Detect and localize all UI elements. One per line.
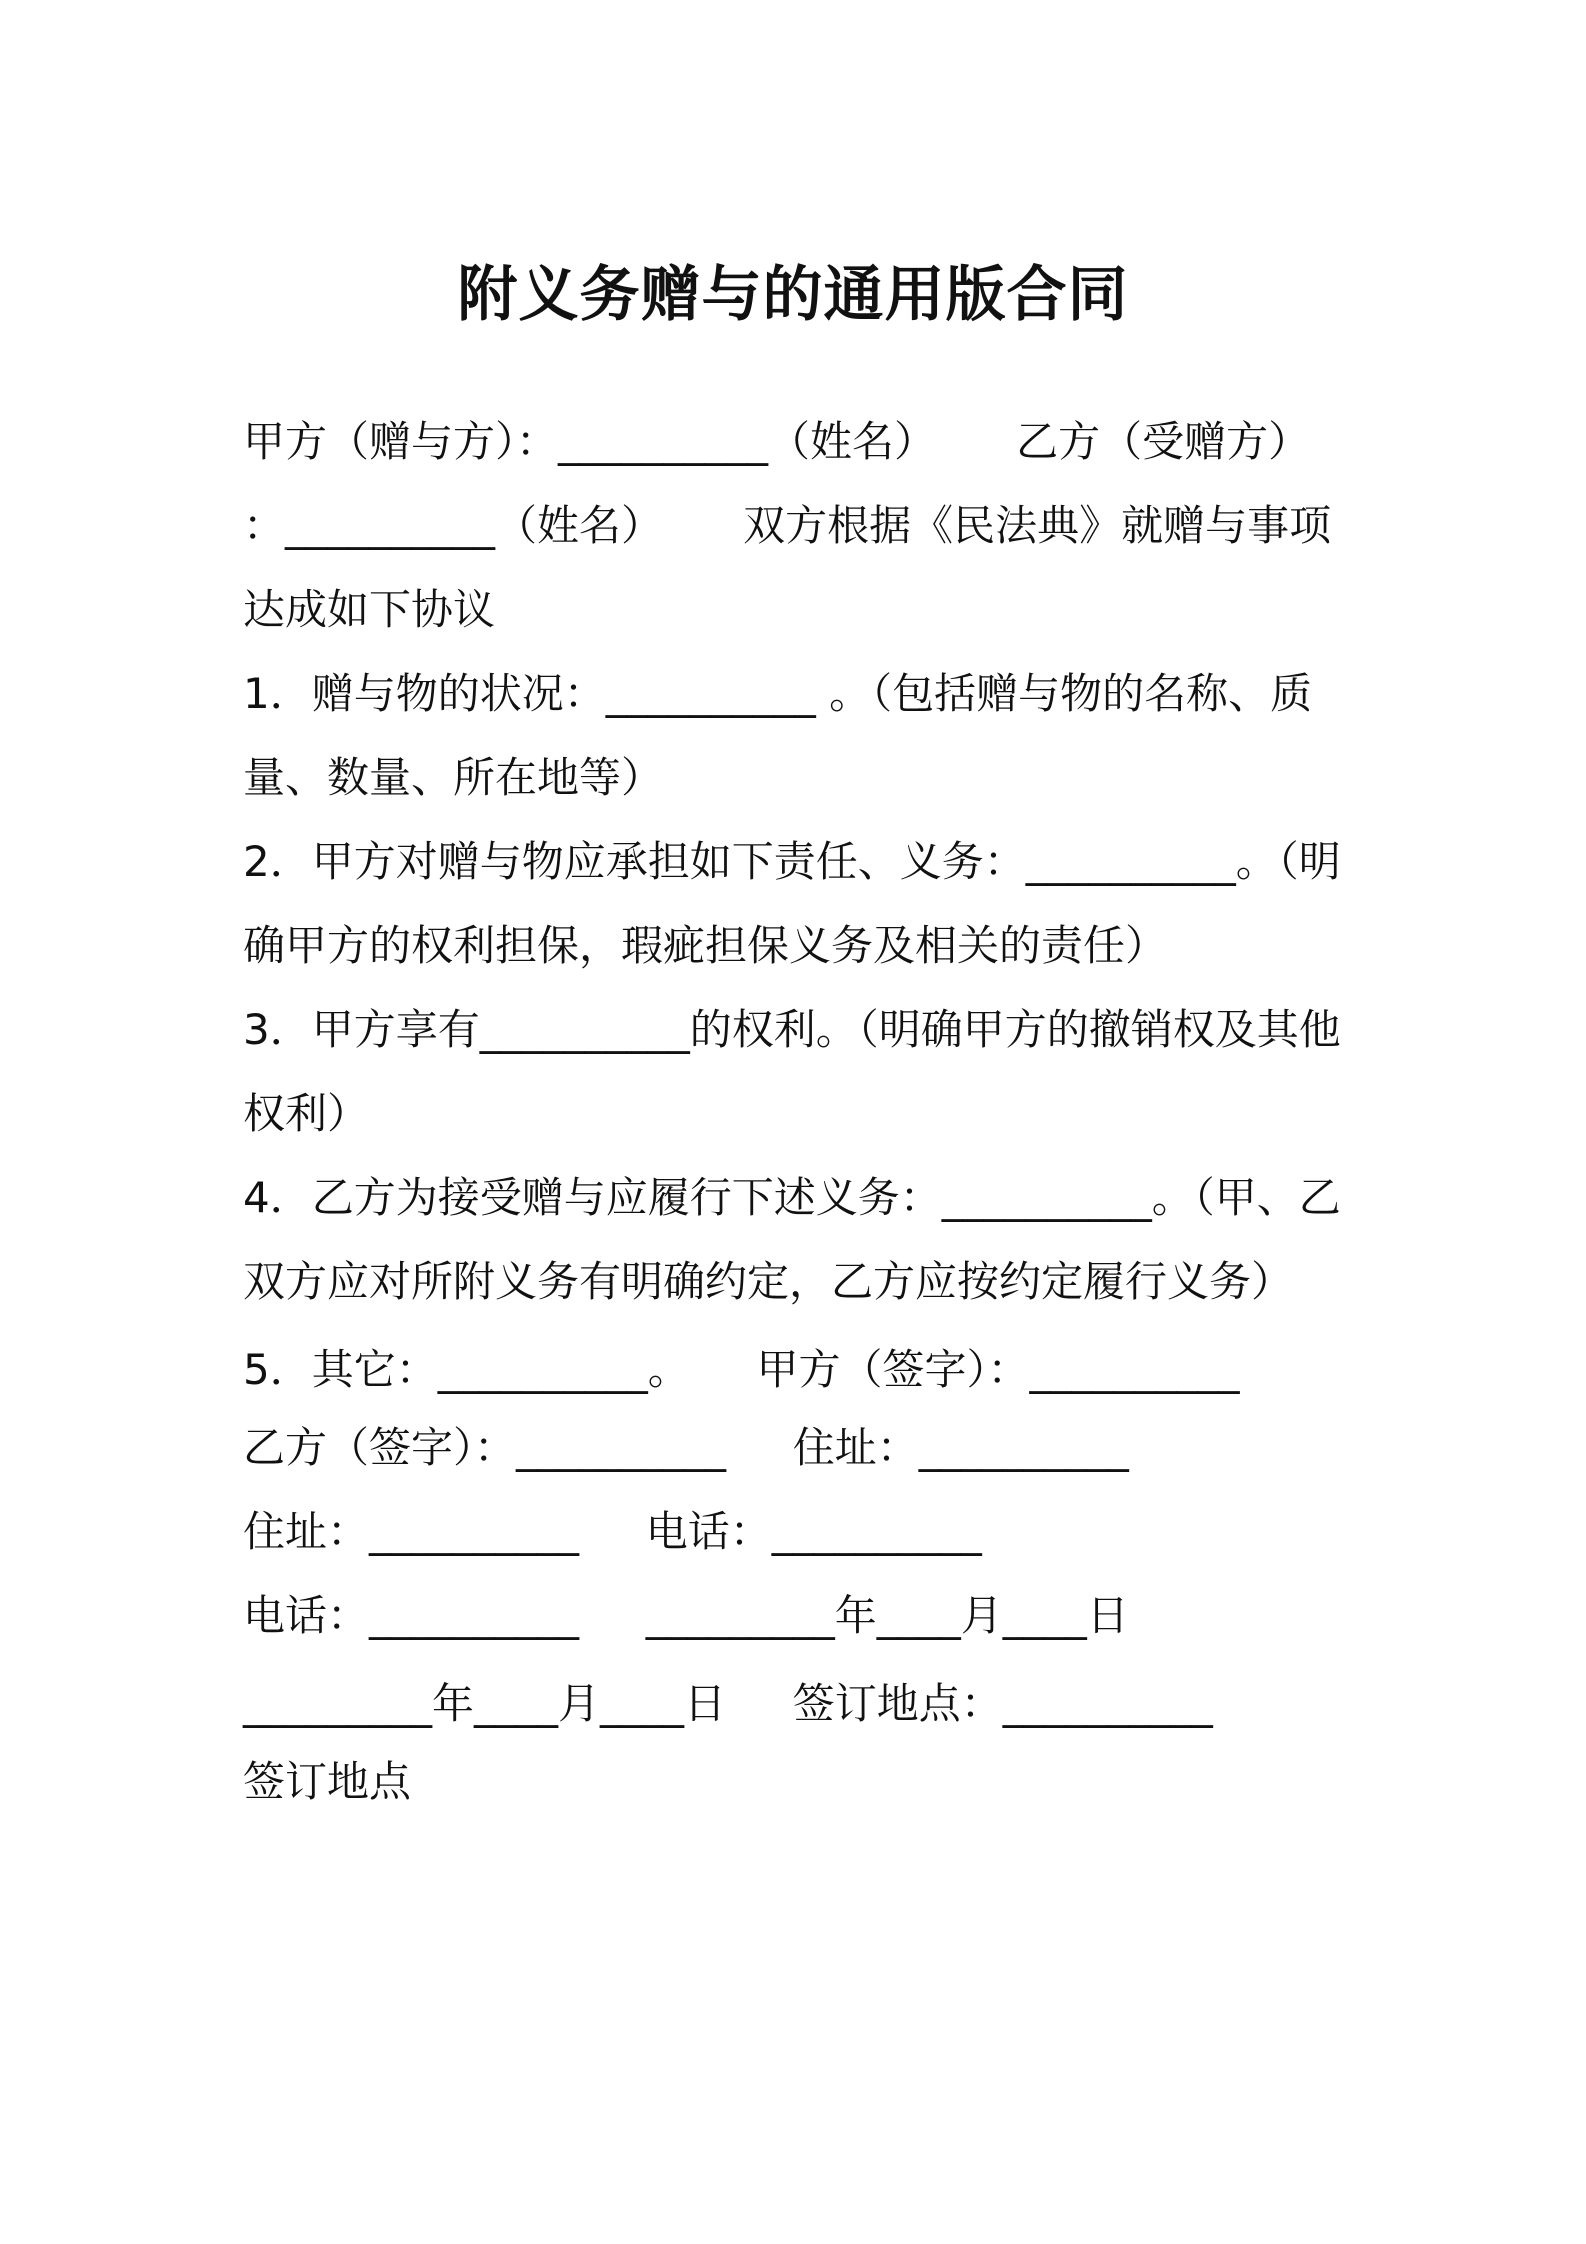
clause-5-line: 5．其它：__________。 甲方（签字）：__________ xyxy=(243,1345,1240,1394)
document-title: 附义务赠与的通用版合同 xyxy=(457,260,1129,330)
party-b-line: ：__________（姓名） 双方根据《民法典》就赠与事项 xyxy=(243,501,1332,550)
signature-line-2: 住址：__________ 电话：__________ xyxy=(243,1507,982,1556)
clause-1-line-2: 量、数量、所在地等） xyxy=(243,753,664,802)
clause-2-line-1: 2．甲方对赠与物应承担如下责任、义务：__________。（明 xyxy=(243,837,1341,886)
agreement-intro-line: 达成如下协议 xyxy=(243,585,496,634)
clause-3-line-1: 3．甲方享有__________的权利。（明确甲方的撤销权及其他 xyxy=(243,1005,1341,1054)
party-a-line: 甲方（赠与方）：__________（姓名） 乙方（受赠方） xyxy=(243,417,1311,466)
clause-1-line-1: 1．赠与物的状况：__________ 。（包括赠与物的名称、质 xyxy=(243,669,1313,718)
signing-place-line: 签订地点 xyxy=(243,1757,412,1806)
clause-2-line-2: 确甲方的权利担保，瑕疵担保义务及相关的责任） xyxy=(243,921,1168,970)
clause-4-line-2: 双方应对所附义务有明确约定，乙方应按约定履行义务） xyxy=(243,1257,1294,1306)
clause-4-line-1: 4．乙方为接受赠与应履行下述义务：__________。（甲、乙 xyxy=(243,1173,1341,1222)
signature-line-4: _________年____月____日 签订地点：__________ xyxy=(243,1679,1213,1728)
signature-line-1: 乙方（签字）：__________ 住址：__________ xyxy=(243,1423,1129,1472)
signature-line-3: 电话：__________ _________年____月____日 xyxy=(243,1591,1129,1640)
clause-3-line-2: 权利） xyxy=(243,1089,370,1138)
